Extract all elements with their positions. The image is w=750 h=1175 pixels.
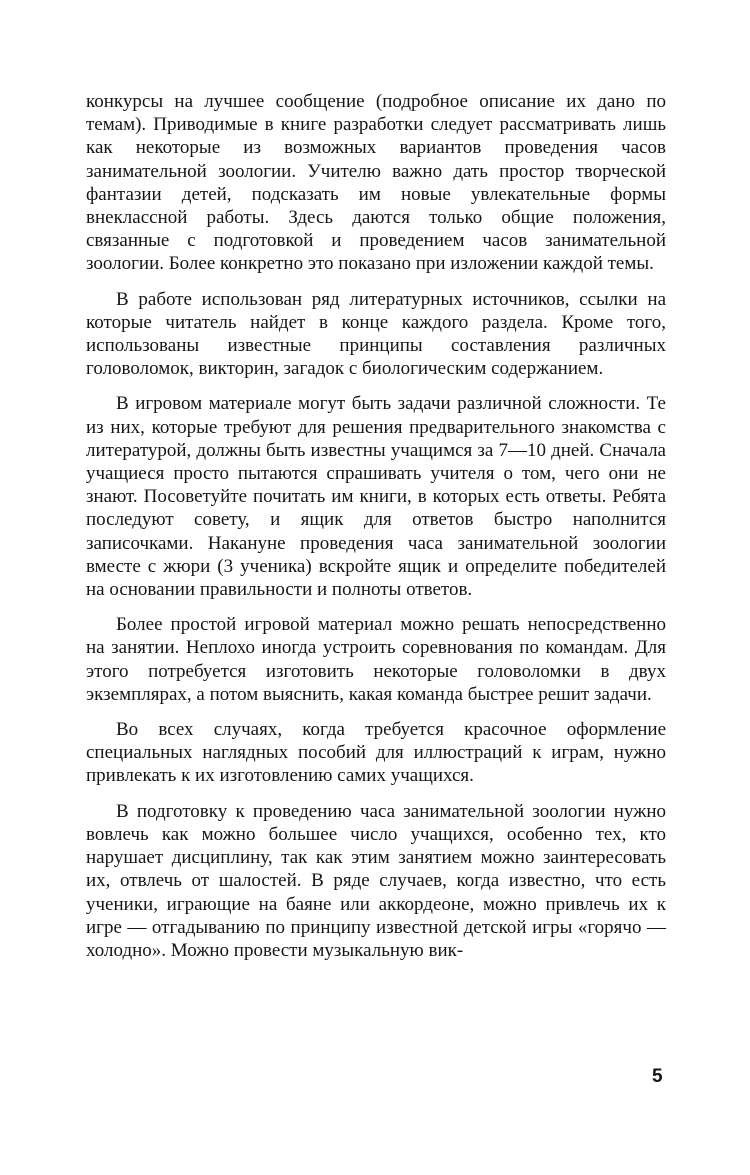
paragraph-3: В игровом материале могут быть задачи различной сложности. Те из них, которые требуют для решения предварительного знакомства с литературой, должны быть известны учащимся за 7—10 дней. Сначала учащиеся просто пытаются спрашивать учителя о том, чего они не знают. Посоветуйте почитать им книги, в которых есть ответы. Ребята последуют совету, и ящик для ответов быстро наполнится записочками. Накануне проведения часа занимательной зоологии вместе с жюри (3 ученика) вскройте ящик и определите победителей на основании правильности и полноты ответов. <box>86 393 666 601</box>
paragraph-6: В подготовку к проведению часа занимательной зоологии нужно вовлечь как можно большее число учащихся, особенно тех, кто нарушает дисциплину, так как этим занятием можно заинтересовать их, отвлечь от шалостей. В ряде случаев, когда известно, что есть ученики, играющие на баяне или аккордеоне, можно привлечь их к игре — отгадыванию по принципу известной детской игры «горячо — холодно». Можно провести музыкальную вик- <box>86 800 666 961</box>
page-body <box>86 90 666 974</box>
page-number: 5 <box>652 1066 663 1087</box>
paragraph-1: конкурсы на лучшее сообщение (подробное описание их дано по темам). Приводимые в книге разработки следует рассматривать лишь как некоторые из возможных вариантов проведения часов занимательной зоологии. Учителю важно дать простор творческой фантазии детей, подсказать им новые увлекательные формы внеклассной работы. Здесь даются только общие положения, связанные с подготовкой и проведением часов занимательной зоологии. Более конкретно это показано при изложении каждой темы. <box>86 91 666 275</box>
paragraph-4: Более простой игровой материал можно решать непосредственно на занятии. Неплохо иногда устроить соревнования по командам. Для этого потребуется изготовить некоторые головоломки в двух экземплярах, а потом выяснить, какая команда быстрее решит задачи. <box>86 614 666 705</box>
paragraph-2: В работе использован ряд литературных источников, ссылки на которые читатель найдет в конце каждого раздела. Кроме того, использованы известные принципы составления различных головоломок, викторин, загадок с биологическим содержанием. <box>86 288 666 380</box>
paragraph-5: Во всех случаях, когда требуется красочное оформление специальных наглядных пособий для иллюстраций к играм, нужно привлекать к их изготовлению самих учащихся. <box>86 719 666 787</box>
